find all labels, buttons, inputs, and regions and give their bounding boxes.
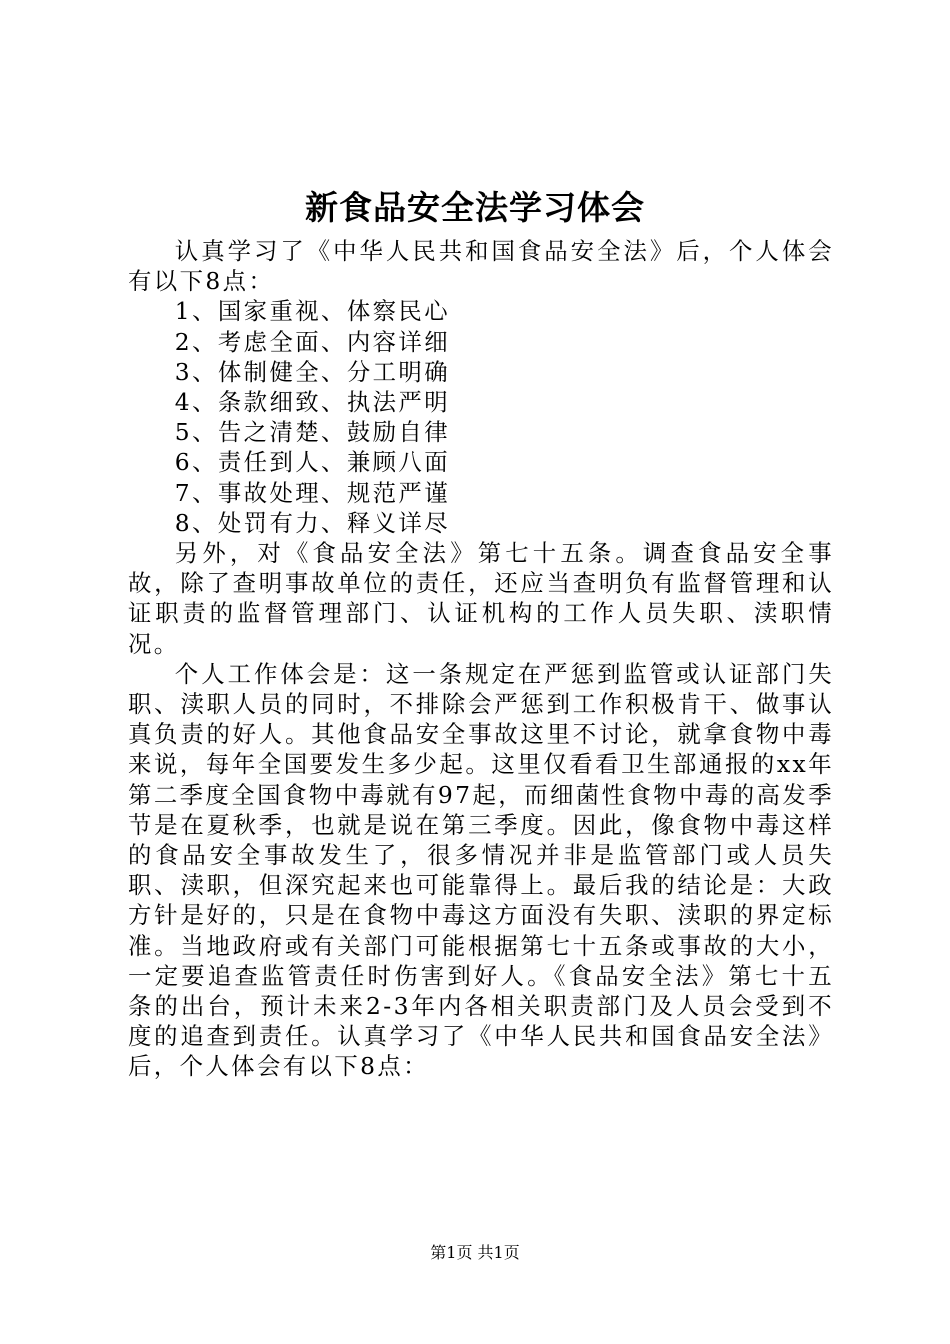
list-item: 2、考虑全面、内容详细: [174, 327, 450, 356]
document-title: 新食品安全法学习体会: [305, 188, 645, 227]
paragraph-article-75: 另外，对《食品安全法》第七十五条。调查食品安全事故，除了查明事故单位的责任，还应当查明负有监督管理和认证职责的监督管理部门、认证机构的工作人员失职、渎职情况。: [128, 539, 834, 658]
paragraph-personal-experience: 个人工作体会是：这一条规定在严惩到监管或认证部门失职、渎职人员的同时，不排除会严惩到工作积极肯干、做事认真负责的好人。其他食品安全事故这里不讨论，就拿食物中毒来说，每年全国要发生多少起。这里仅看看卫生部通报的xx年第二季度全国食物中毒就有97起，而细菌性食物中毒的高发季节是在夏秋季，也就是说在第三季度。因此，像食物中毒这样的食品安全事故发生了，很多情况并非是监管部门或人员失职、渎职，但深究起来也可能靠得上。最后我的结论是：大政方针是好的，只是在食物中毒这方面没有失职、渎职的界定标准。当地政府或有关部门可能根据第七十五条或事故的大小，一定要追查监管责任时伤害到好人。《食品安全法》第七十五条的出台，预计未来2-3年内各相关职责部门及人员会受到不度的追查到责任。认真学习了《中华人民共和国食品安全法》后，个人体会有以下8点：: [128, 659, 834, 1081]
list-item: 5、告之清楚、鼓励自律: [174, 418, 450, 447]
list-item: 4、条款细致、执法严明: [174, 388, 450, 417]
intro-paragraph: 认真学习了《中华人民共和国食品安全法》后，个人体会有以下8点：: [128, 237, 834, 296]
page-footer: 第1页 共1页: [430, 1243, 520, 1262]
list-item: 7、事故处理、规范严谨: [174, 478, 450, 507]
points-list: [128, 296, 834, 538]
list-item: 6、责任到人、兼顾八面: [174, 448, 450, 477]
list-item: 8、处罚有力、释义详尽: [174, 508, 450, 537]
list-item: 3、体制健全、分工明确: [174, 357, 450, 386]
list-item: 1、国家重视、体察民心: [174, 297, 450, 326]
document-body: [128, 236, 834, 1082]
